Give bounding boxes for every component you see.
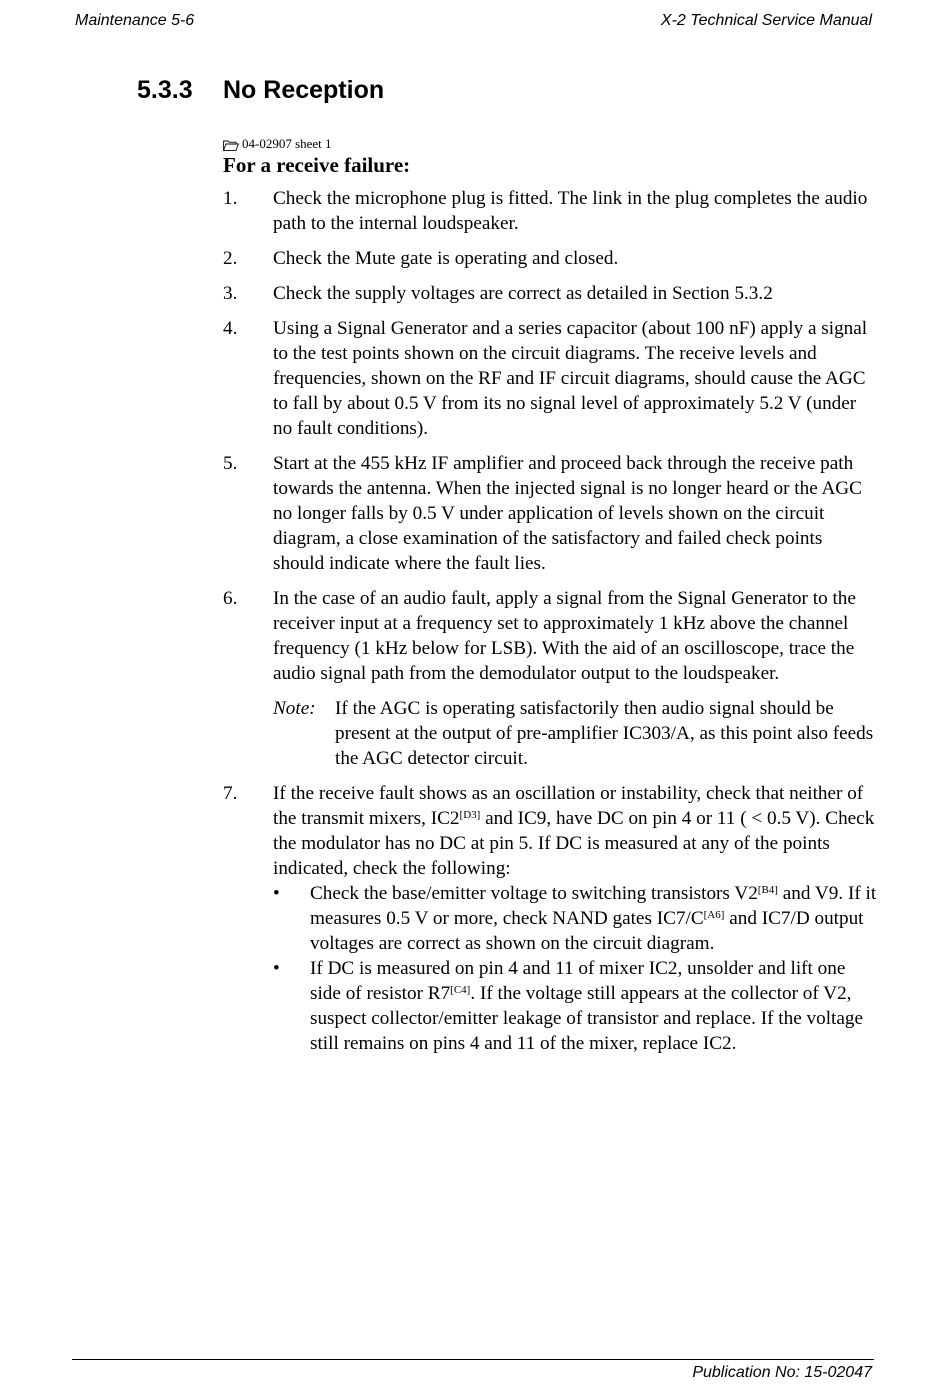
subheading: For a receive failure: — [223, 153, 411, 177]
grid-reference: [B4] — [757, 884, 778, 896]
step-item — [223, 781, 878, 1056]
text-run: and IC9, have DC on pin 4 or 11 ( < 0.5 V). Check the modulator has no DC at pin 5. If DC is measured at any of the points indicated, check the following: — [273, 808, 875, 879]
step-item — [223, 186, 878, 236]
text-run: If the receive fault shows as an oscillation or instability, check that neither of the transmit mixers, IC2 — [273, 783, 864, 829]
section-number: 5.3.3 — [137, 76, 193, 104]
step-number: 2. — [223, 248, 238, 269]
drawing-reference — [223, 136, 878, 152]
step-item — [223, 281, 878, 306]
step-text: Check the microphone plug is fitted. The link in the plug completes the audio path to the internal loudspeaker. — [273, 188, 868, 234]
step-item — [223, 246, 878, 271]
bullet-text — [310, 881, 878, 956]
grid-reference: [D3] — [459, 809, 481, 821]
text-run: If DC is measured on pin 4 and 11 of mixer IC2, unsolder and lift one side of resistor R7 — [310, 958, 846, 1004]
grid-reference: [C4] — [450, 984, 471, 996]
header-section-label: Maintenance 5-6 — [75, 12, 195, 29]
drawing-reference-text: 04-02907 sheet 1 — [242, 136, 332, 151]
text-run: and V9. If it measures 0.5 V or more, check NAND gates IC7/C — [310, 883, 877, 929]
step-number: 3. — [223, 283, 238, 304]
step-number: 1. — [223, 188, 238, 209]
step-number: 7. — [223, 783, 238, 804]
text-run: . If the voltage still appears at the collector of V2, suspect collector/emitter leakage of transistor and replace. If the voltage still remains on pins 4 and 11 of the mixer, replace IC2. — [310, 983, 863, 1054]
footer-publication-number: Publication No: 15-02047 — [692, 1364, 872, 1381]
bullet-mark: • — [273, 958, 280, 979]
bullet-item — [273, 881, 878, 956]
text-run: and IC7/D output voltages are correct as shown on the circuit diagram. — [310, 908, 864, 954]
step-number: 4. — [223, 318, 238, 339]
step-text: Check the supply voltages are correct as detailed in Section 5.3.2 — [273, 283, 773, 304]
step-text: Start at the 455 kHz IF amplifier and proceed back through the receive path towards the antenna. When the injected signal is no longer heard or the AGC no longer falls by 0.5 V under application of levels shown on the circuit diagram, a close examination of the satisfactory and failed check points should indicate where the fault lies. — [273, 453, 862, 574]
step-text — [273, 781, 878, 881]
step-item — [223, 316, 878, 441]
step-body — [273, 781, 878, 1056]
footer-rule — [72, 1359, 874, 1360]
text-run: Check the base/emitter voltage to switching transistors V2 — [310, 883, 758, 904]
note — [273, 696, 878, 771]
step-item — [223, 451, 878, 576]
step-number: 6. — [223, 588, 238, 609]
bullet-item — [273, 956, 878, 1056]
header-manual-title: X-2 Technical Service Manual — [660, 12, 872, 29]
folder-icon — [223, 139, 239, 150]
step-text: Using a Signal Generator and a series capacitor (about 100 nF) apply a signal to the test points shown on the circuit diagrams. The receive levels and frequencies, shown on the RF and IF circuit diagrams, should cause the AGC to fall by about 0.5 V from its no signal level of approximately 5.2 V (under no fault conditions). — [273, 318, 868, 439]
bullet-mark: • — [273, 883, 280, 904]
bullet-text — [310, 956, 878, 1056]
section-heading — [137, 75, 384, 105]
procedure-steps — [223, 186, 878, 1056]
step-body — [273, 586, 878, 771]
bullet-list — [273, 881, 878, 1056]
note-text: If the AGC is operating satisfactorily then audio signal should be present at the output of pre-amplifier IC303/A, as this point also feeds the AGC detector circuit. — [335, 698, 874, 769]
step-number: 5. — [223, 453, 238, 474]
step-item — [223, 586, 878, 771]
note-label: Note: — [273, 698, 316, 719]
step-text: Check the Mute gate is operating and closed. — [273, 248, 619, 269]
step-text: In the case of an audio fault, apply a signal from the Signal Generator to the receiver input at a frequency set to approximately 1 kHz above the channel frequency (1 kHz below for LSB). With the aid of an oscilloscope, trace the audio signal path from the demodulator output to the loudspeaker. — [273, 588, 856, 684]
grid-reference: [A6] — [703, 909, 725, 921]
section-title: No Reception — [223, 76, 385, 104]
section-content — [223, 136, 878, 1066]
